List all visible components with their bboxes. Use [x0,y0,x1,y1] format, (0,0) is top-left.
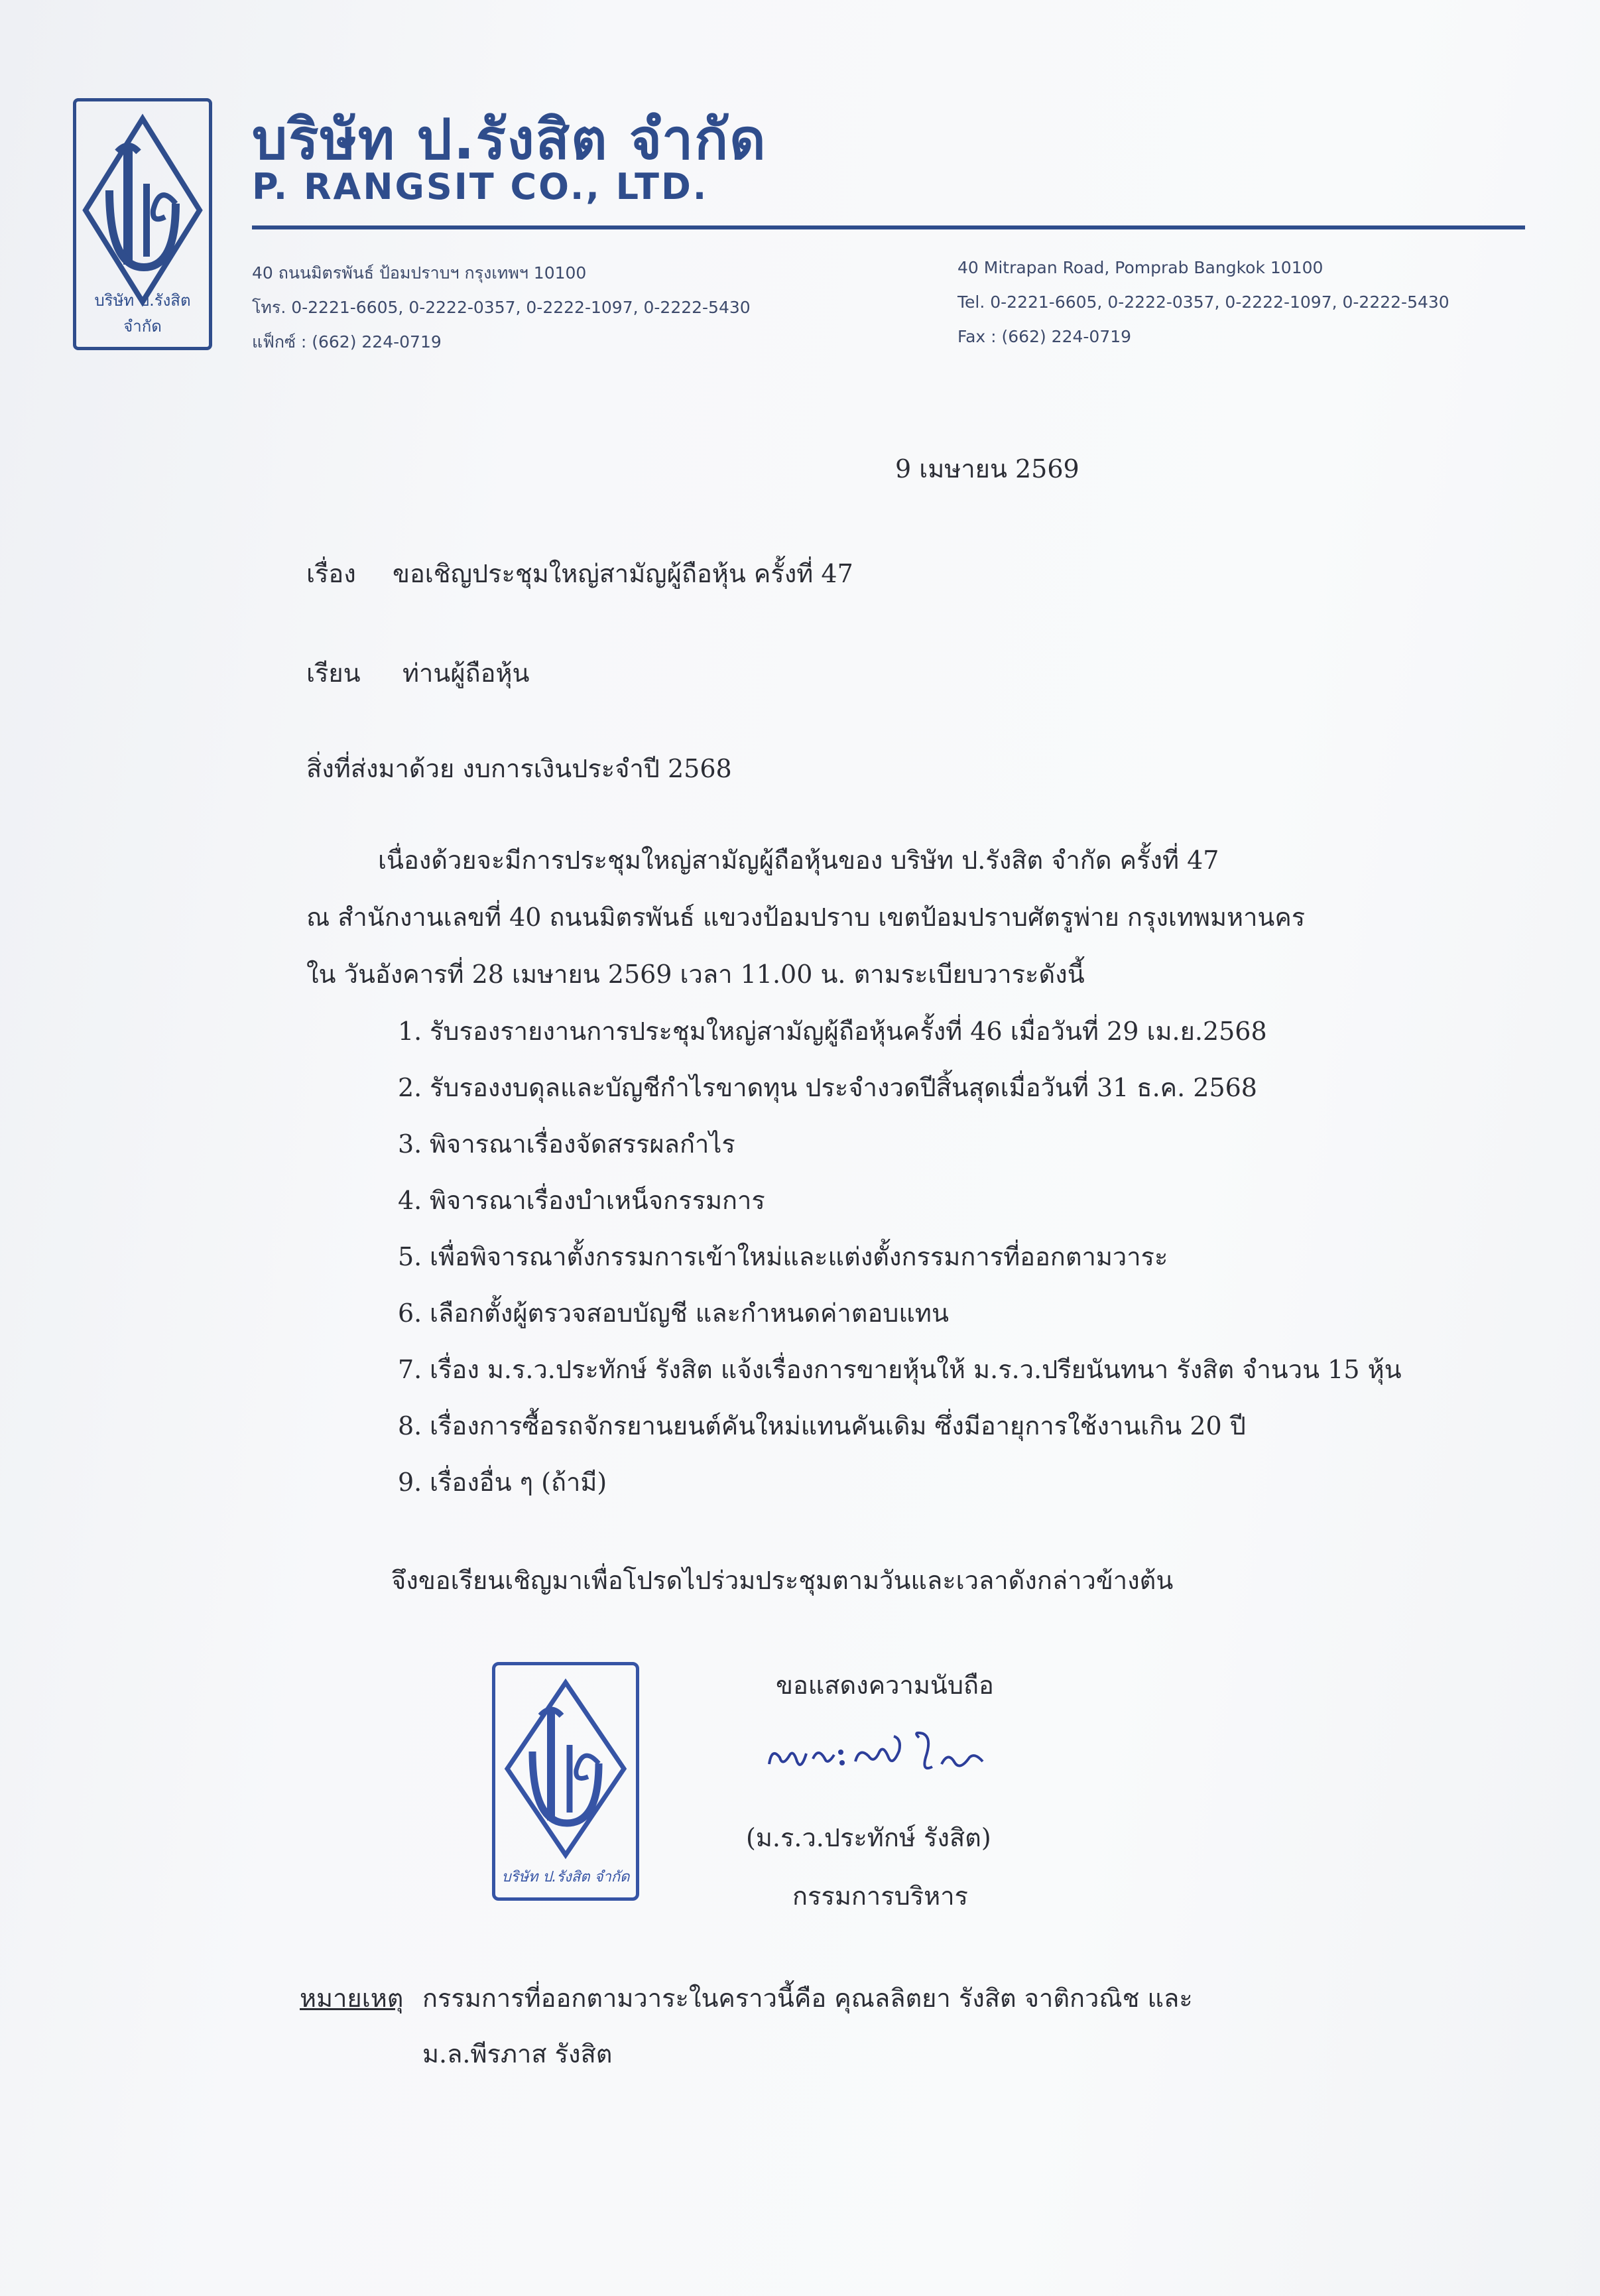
phone-thai-line: โทร. 0-2221-6605, 0-2222-0357, 0-2222-1097, 0-2222-5430 [252,298,751,317]
agenda-text: รับรองรายงานการประชุมใหญ่สามัญผู้ถือหุ้นครั้งที่ 46 เมื่อวันที่ 29 เม.ย.2568 [430,1017,1267,1046]
closing-line: จึงขอเรียนเชิญมาเพื่อโปรดไปร่วมประชุมตามวันและเวลาดังกล่าวข้างต้น [391,1566,1174,1595]
agenda-item [398,1236,1402,1293]
company-name-english: P. RANGSIT CO., LTD. [252,166,709,208]
agenda-number: 8. [398,1411,422,1440]
logo-diamond-icon [80,111,205,310]
agenda-number: 6. [398,1299,422,1328]
agenda-number: 5. [398,1242,422,1271]
agenda-number: 9. [398,1468,422,1497]
agenda-item [398,1180,1402,1236]
address-eng-line: 40 Mitrapan Road, Pomprab Bangkok 10100 [957,258,1323,277]
agenda-item [398,1293,1402,1349]
stamp-caption: บริษัท ป.รังสิต จำกัด [501,1869,630,1885]
signer-name: (ม.ร.ว.ประทักษ์ รังสิต) [746,1823,991,1852]
fax-thai-line: แฟ็กซ์ : (662) 224-0719 [252,332,442,351]
agenda-item [398,1067,1402,1123]
agenda-item [398,1123,1402,1180]
enclosure-line: สิ่งที่ส่งมาด้วย งบการเงินประจำปี 2568 [306,754,732,783]
agenda-text: พิจารณาเรื่องจัดสรรผลกำไร [430,1129,735,1159]
agenda-text: รับรองงบดุลและบัญชีกำไรขาดทุน ประจำงวดปีสิ้นสุดเมื่อวันที่ 31 ธ.ค. 2568 [430,1073,1257,1102]
recipient-line [306,653,529,693]
letterhead-divider [252,225,1525,229]
agenda-number: 3. [398,1129,422,1159]
signature-icon [763,1724,1001,1784]
paragraph-line: เนื่องด้วยจะมีการประชุมใหญ่สามัญผู้ถือหุ้นของ บริษัท ป.รังสิต จำกัด ครั้งที่ 47 [378,846,1219,875]
recipient-text: ท่านผู้ถือหุ้น [402,659,530,688]
agenda-number: 1. [398,1017,422,1046]
agenda-text: เพื่อพิจารณาตั้งกรรมการเข้าใหม่และแต่งตั้งกรรมการที่ออกตามวาระ [430,1242,1168,1271]
respect-line: ขอแสดงความนับถือ [776,1671,994,1700]
handwritten-signature [763,1724,1001,1787]
recipient-label: เรียน [306,659,361,688]
letter-date: 9 เมษายน 2569 [895,454,1079,483]
note-line: ม.ล.พีรภาส รังสิต [422,2039,613,2069]
agenda-text: เรื่องอื่น ๆ (ถ้ามี) [430,1468,607,1497]
signer-title: กรรมการบริหาร [792,1881,968,1911]
agenda-item [398,1011,1402,1067]
note-line: กรรมการที่ออกตามวาระในคราวนี้คือ คุณลลิตยา รังสิต จาติกวณิช และ [422,1984,1193,2013]
phone-eng-line: Tel. 0-2221-6605, 0-2222-0357, 0-2222-1097, 0-2222-5430 [957,292,1449,312]
agenda-text: เลือกตั้งผู้ตรวจสอบบัญชี และกำหนดค่าตอบแทน [430,1299,949,1328]
company-name-thai: บริษัท ป.รังสิต จำกัด [252,107,767,172]
address-thai [252,256,751,359]
agenda-item [398,1349,1402,1405]
company-logo [73,98,212,350]
subject-text: ขอเชิญประชุมใหญ่สามัญผู้ถือหุ้น ครั้งที่ 47 [393,559,853,588]
logo-caption: บริษัท ป.รังสิต จำกัด [94,291,191,336]
agenda-item [398,1405,1402,1462]
address-english [957,251,1449,354]
note-label: หมายเหตุ [300,1984,404,2013]
subject-line [306,553,853,594]
agenda-number: 2. [398,1073,422,1102]
agenda-list [398,1011,1402,1518]
address-thai-line: 40 ถนนมิตรพันธ์ ป้อมปราบฯ กรุงเทพฯ 10100 [252,263,587,283]
paragraph-line: ณ สำนักงานเลขที่ 40 ถนนมิตรพันธ์ แขวงป้อมปราบ เขตป้อมปราบศัตรูพ่าย กรุงเทพมหานคร [306,903,1306,932]
stamp-logo-icon [501,1676,631,1862]
agenda-text: พิจารณาเรื่องบำเหน็จกรรมการ [430,1186,765,1215]
agenda-number: 7. [398,1355,422,1384]
subject-label: เรื่อง [306,559,356,588]
company-stamp [492,1662,639,1901]
agenda-text: เรื่อง ม.ร.ว.ประทักษ์ รังสิต แจ้งเรื่องการขายหุ้นให้ ม.ร.ว.ปรียนันทนา รังสิต จำนวน 15 หุ้น [430,1355,1402,1384]
fax-eng-line: Fax : (662) 224-0719 [957,327,1132,346]
agenda-item [398,1462,1402,1518]
agenda-number: 4. [398,1186,422,1215]
agenda-text: เรื่องการซื้อรถจักรยานยนต์คันใหม่แทนคันเดิม ซึ่งมีอายุการใช้งานเกิน 20 ปี [430,1411,1246,1440]
paragraph-line: ใน วันอังคารที่ 28 เมษายน 2569 เวลา 11.00 น. ตามระเบียบวาระดังนี้ [306,960,1085,989]
